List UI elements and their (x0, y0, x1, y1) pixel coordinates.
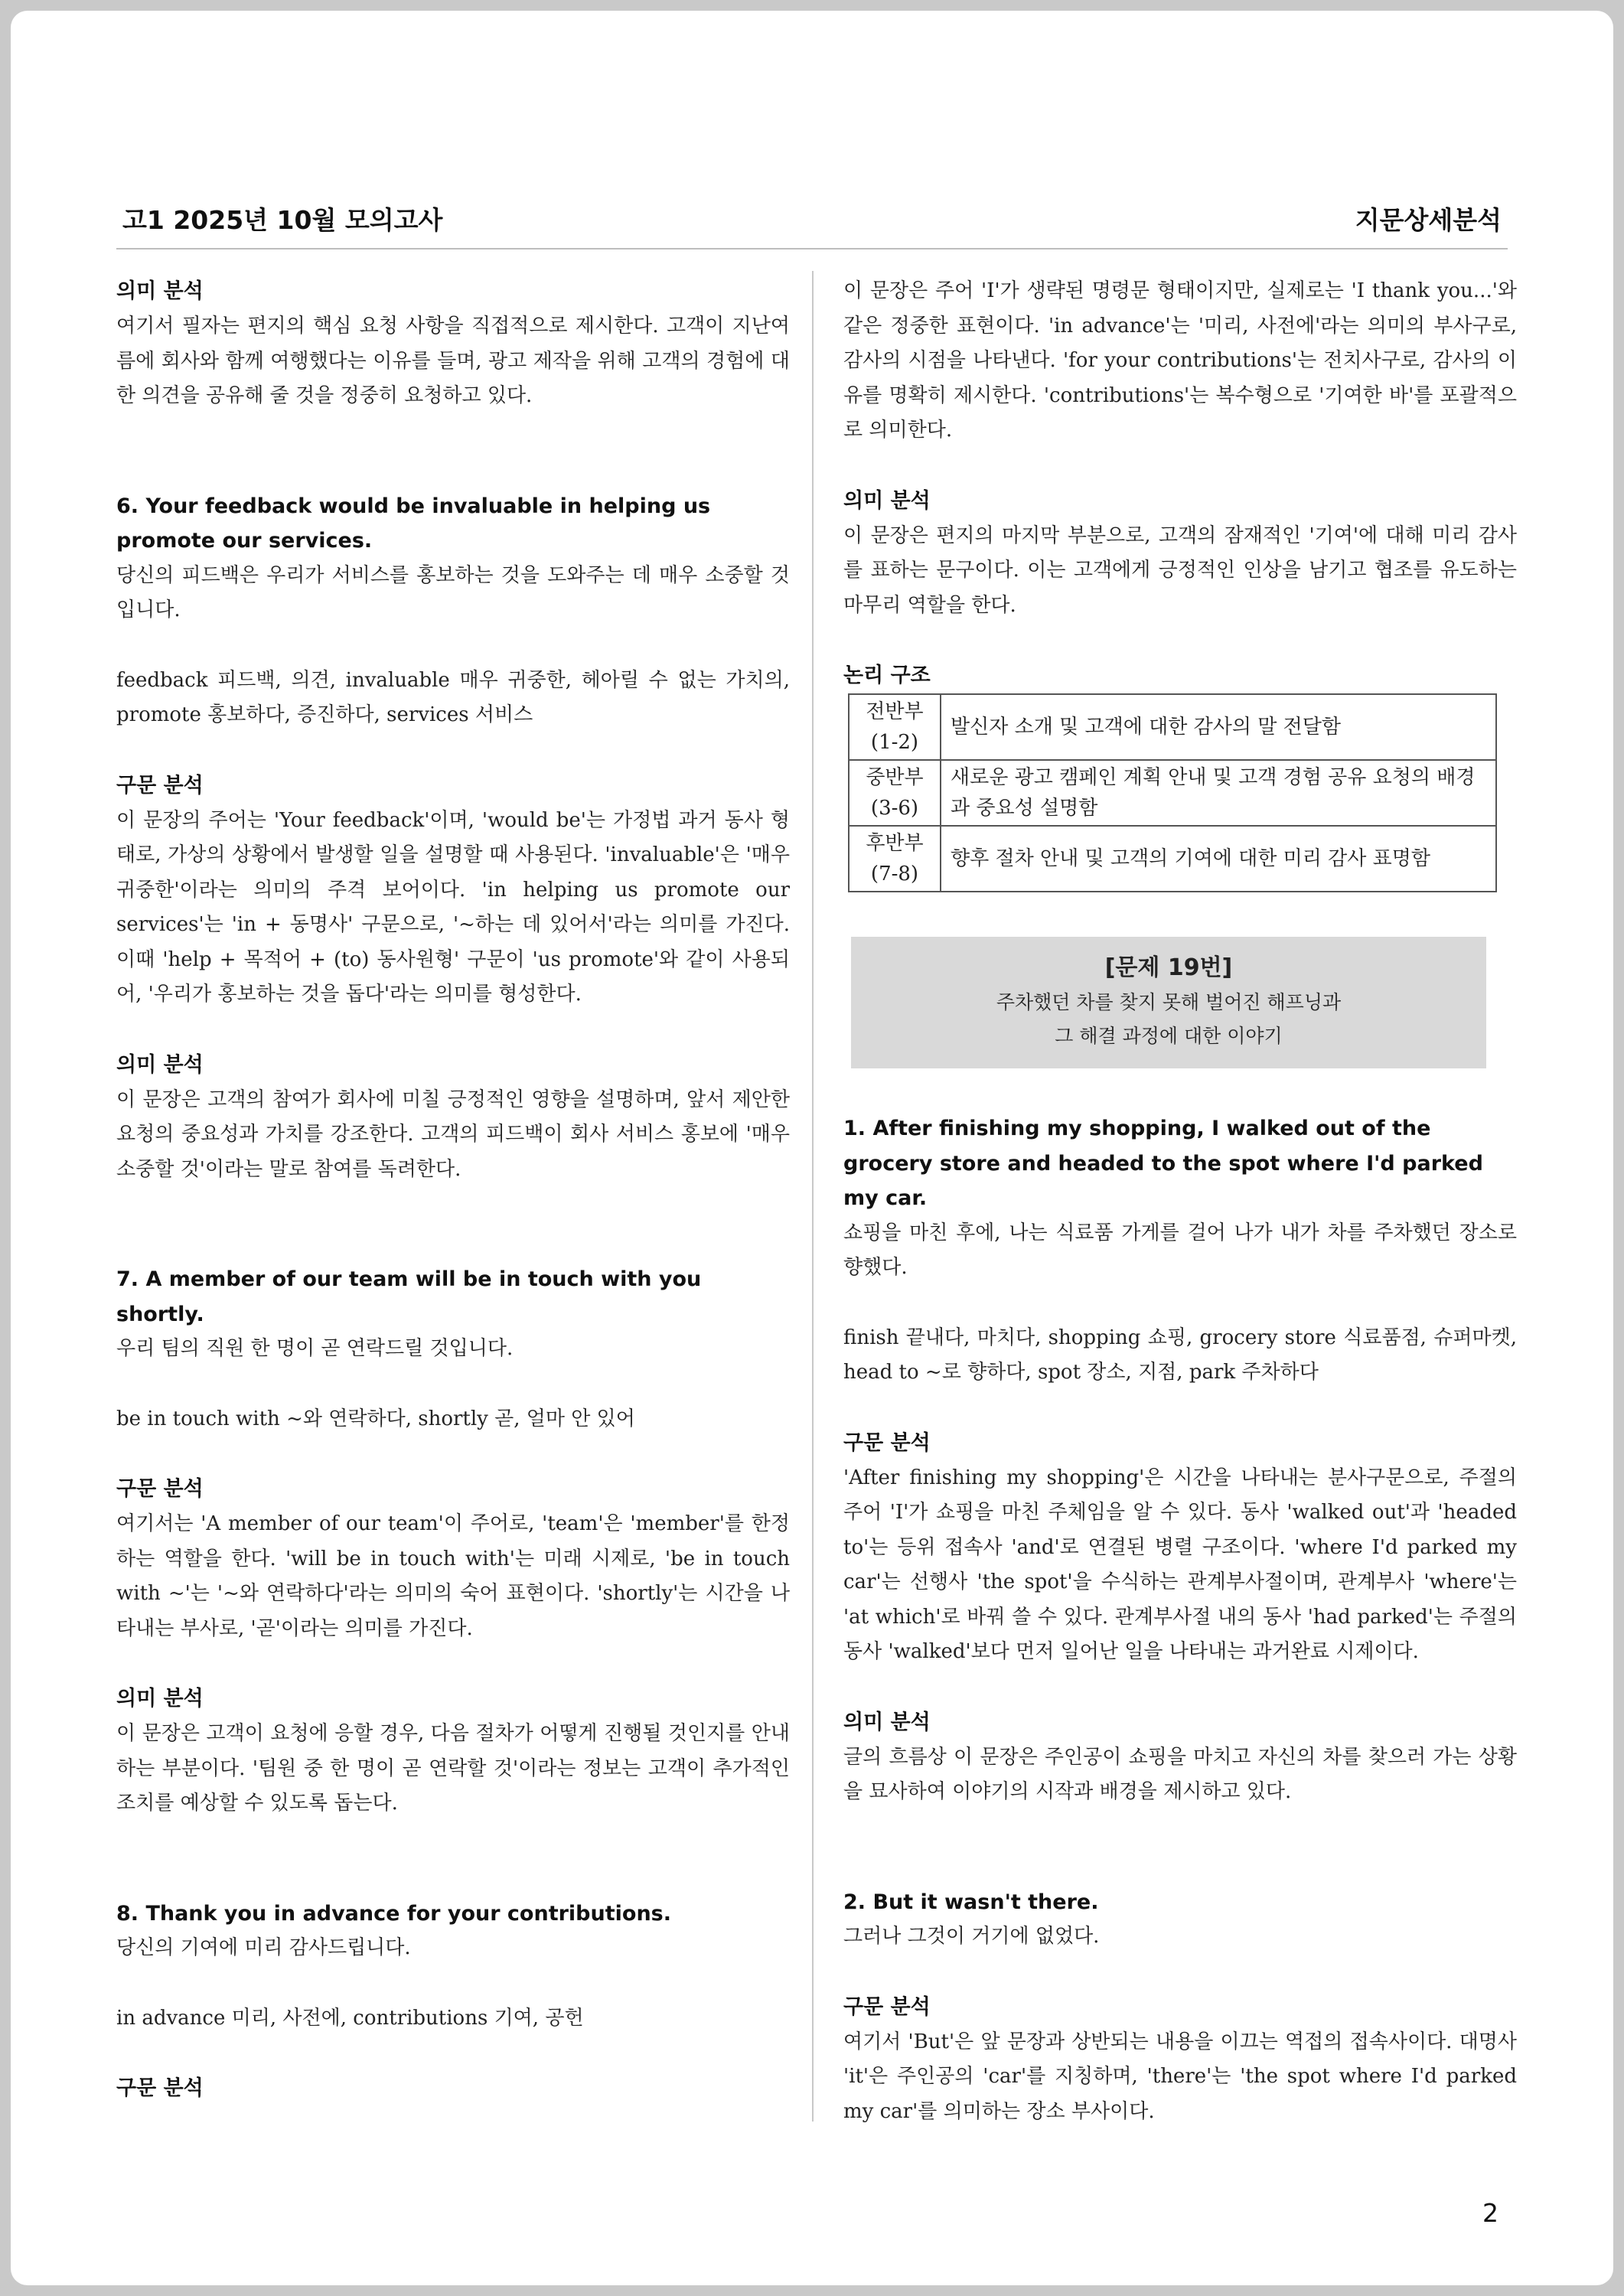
sentence-7-translation: 우리 팀의 직원 한 명이 곧 연락드릴 것입니다. (116, 1337, 514, 1360)
logic-heading: 논리 구조 (843, 664, 931, 687)
problem-subtitle-line2: 그 해결 과정에 대한 이야기 (1055, 1025, 1283, 1047)
table-cell-desc: 새로운 광고 캠페인 계획 안내 및 고객 경험 공유 요청의 배경과 중요성 설명함 (941, 760, 1496, 826)
problem-title: [문제 19번] (1104, 954, 1233, 981)
table-row (849, 826, 1496, 892)
table-cell-part: 후반부 (7-8) (849, 826, 941, 892)
sentence-8-translation: 당신의 기여에 미리 감사드립니다. (116, 1936, 411, 1959)
column-divider (812, 271, 814, 2122)
syntax-heading: 구문 분석 (116, 2076, 204, 2100)
meaning-heading: 의미 분석 (116, 1687, 204, 1711)
table-row (849, 760, 1496, 826)
meaning-heading: 의미 분석 (843, 488, 931, 513)
sentence-1-syntax: 'After finishing my shopping'은 시간을 나타내는 분사구문으로, 주절의 주어 'I'가 쇼핑을 마친 주체임을 알 수 있다. 동사 'walked out'과 'headed to'는 등위 접속사 'and'로 연결된 병렬 구조이다. 'where I'd parked my car'는 선행사 'the spot'을 수식하는 관계부사절이며, 관계부사 'where'는 'at which'로 바꿔 쓸 수 있다. 관계부사절 내의 동사 'had parked'는 주절의 동사 'walked'보다 먼저 일어난 일을 나타내는 과거완료 시제이다. (843, 1466, 1517, 1663)
sentence-6-vocab: feedback 피드백, 의견, invaluable 매우 귀중한, 헤아릴 수 없는 가치의, promote 홍보하다, 증진하다, services 서비스 (116, 668, 790, 726)
sentence-2: 2. But it wasn't there. (843, 1890, 1099, 1914)
table-row (849, 694, 1496, 760)
sentence-6-translation: 당신의 피드백은 우리가 서비스를 홍보하는 것을 도와주는 데 매우 소중할 것입니다. (116, 563, 790, 621)
syntax-heading: 구문 분석 (843, 1994, 931, 2019)
right-column (843, 274, 1517, 2129)
table-cell-part: 중반부 (3-6) (849, 760, 941, 826)
sentence-8-syntax: 이 문장은 주어 'I'가 생략된 명령문 형태이지만, 실제로는 'I thank you...'와 같은 정중한 표현이다. 'in advance'는 '미리, 사전에'라는 의미의 부사구로, 감사의 시점을 나타낸다. 'for your contributions'는 전치사구로, 감사의 이유를 명확히 제시한다. 'contributions'는 복수형으로 '기여한 바'를 포괄적으로 의미한다. (843, 279, 1517, 442)
logic-structure-table (848, 693, 1497, 892)
section-title: 지문상세분석 (1355, 205, 1502, 235)
table-cell-desc: 향후 절차 안내 및 고객의 기여에 대한 미리 감사 표명함 (941, 826, 1496, 892)
sentence-2-translation: 그러나 그것이 거기에 없었다. (843, 1925, 1100, 1948)
meaning-heading: 의미 분석 (116, 279, 204, 303)
syntax-heading: 구문 분석 (116, 773, 204, 797)
meaning-heading: 의미 분석 (843, 1710, 931, 1734)
page-number: 2 (1482, 2198, 1498, 2228)
sentence-7-vocab: be in touch with ~와 연락하다, shortly 곧, 얼마 안 있어 (116, 1407, 635, 1430)
syntax-heading: 구문 분석 (116, 1477, 204, 1501)
sentence-1-vocab: finish 끝내다, 마치다, shopping 쇼핑, grocery store 식료품점, 슈퍼마켓, head to ~로 향하다, spot 장소, 지점, park 주차하다 (843, 1326, 1517, 1384)
sentence-1: 1. After finishing my shopping, I walked out of the grocery store and headed to the spot where I'd parked my car. (843, 1117, 1483, 1210)
sentence-6: 6. Your feedback would be invaluable in helping us promote our services. (116, 494, 711, 553)
sentence-7-syntax: 여기서는 'A member of our team'이 주어로, 'team'은 'member'를 한정하는 역할을 한다. 'will be in touch with'는 미래 시제로, 'be in touch with ~'는 '~와 연락하다'라는 의미의 숙어 표현이다. 'shortly'는 시간을 나타내는 부사로, '곧'이라는 의미를 가진다. (116, 1512, 790, 1640)
table-cell-desc: 발신자 소개 및 고객에 대한 감사의 말 전달함 (941, 694, 1496, 760)
problem-box (851, 937, 1486, 1068)
sentence-8-meaning: 이 문장은 편지의 마지막 부분으로, 고객의 잠재적인 '기여'에 대해 미리 감사를 표하는 문구이다. 이는 고객에게 긍정적인 인상을 남기고 협조를 유도하는 마무리 역할을 한다. (843, 523, 1517, 617)
sentence-2-syntax: 여기서 'But'은 앞 문장과 상반되는 내용을 이끄는 역접의 접속사이다. 대명사 'it'은 주인공의 'car'를 지칭하며, 'there'는 'the spot where I'd parked my car'를 의미하는 장소 부사이다. (843, 2030, 1517, 2123)
sentence-7: 7. A member of our team will be in touch with you shortly. (116, 1267, 702, 1326)
sentence-6-meaning: 이 문장은 고객의 참여가 회사에 미칠 긍정적인 영향을 설명하며, 앞서 제안한 요청의 중요성과 가치를 강조한다. 고객의 피드백이 회사 서비스 홍보에 '매우 소중할 것'이라는 말로 참여를 독려한다. (116, 1088, 790, 1181)
page-header (116, 201, 1508, 249)
meaning-heading: 의미 분석 (116, 1052, 204, 1077)
sentence-8-vocab: in advance 미리, 사전에, contributions 기여, 공헌 (116, 2006, 584, 2030)
sentence-1-translation: 쇼핑을 마친 후에, 나는 식료품 가게를 걸어 나가 내가 차를 주차했던 장소로 향했다. (843, 1221, 1517, 1279)
left-column (116, 274, 790, 2106)
meaning-text: 여기서 필자는 편지의 핵심 요청 사항을 직접적으로 제시한다. 고객이 지난여름에 회사와 함께 여행했다는 이유를 들며, 광고 제작을 위해 고객의 경험에 대한 의견을 공유해 줄 것을 정중히 요청하고 있다. (116, 315, 790, 407)
sentence-7-meaning: 이 문장은 고객이 요청에 응할 경우, 다음 절차가 어떻게 진행될 것인지를 안내하는 부분이다. '팀원 중 한 명이 곧 연락할 것'이라는 정보는 고객이 추가적인 조치를 예상할 수 있도록 돕는다. (116, 1722, 790, 1815)
syntax-heading: 구문 분석 (843, 1430, 931, 1455)
exam-title: 고1 2025년 10월 모의고사 (122, 205, 443, 235)
table-cell-part: 전반부 (1-2) (849, 694, 941, 760)
sentence-1-meaning: 글의 흐름상 이 문장은 주인공이 쇼핑을 마치고 자신의 차를 찾으러 가는 상황을 묘사하여 이야기의 시작과 배경을 제시하고 있다. (843, 1745, 1517, 1803)
sentence-6-syntax: 이 문장의 주어는 'Your feedback'이며, 'would be'는 가정법 과거 동사 형태로, 가상의 상황에서 발생할 일을 설명할 때 사용된다. 'invaluable'은 '매우 귀중한'이라는 의미의 주격 보어이다. 'in helping us promote our services'는 'in + 동명사' 구문으로, '~하는 데 있어서'라는 의미를 가진다. 이때 'help + 목적어 + (to) 동사원형' 구문이 'us promote'와 같이 사용되어, '우리가 홍보하는 것을 돕다'라는 의미를 형성한다. (116, 808, 790, 1006)
problem-subtitle-line1: 주차했던 차를 찾지 못해 벌어진 해프닝과 (996, 991, 1342, 1013)
document-page (11, 11, 1613, 2285)
sentence-8: 8. Thank you in advance for your contributions. (116, 1901, 671, 1926)
